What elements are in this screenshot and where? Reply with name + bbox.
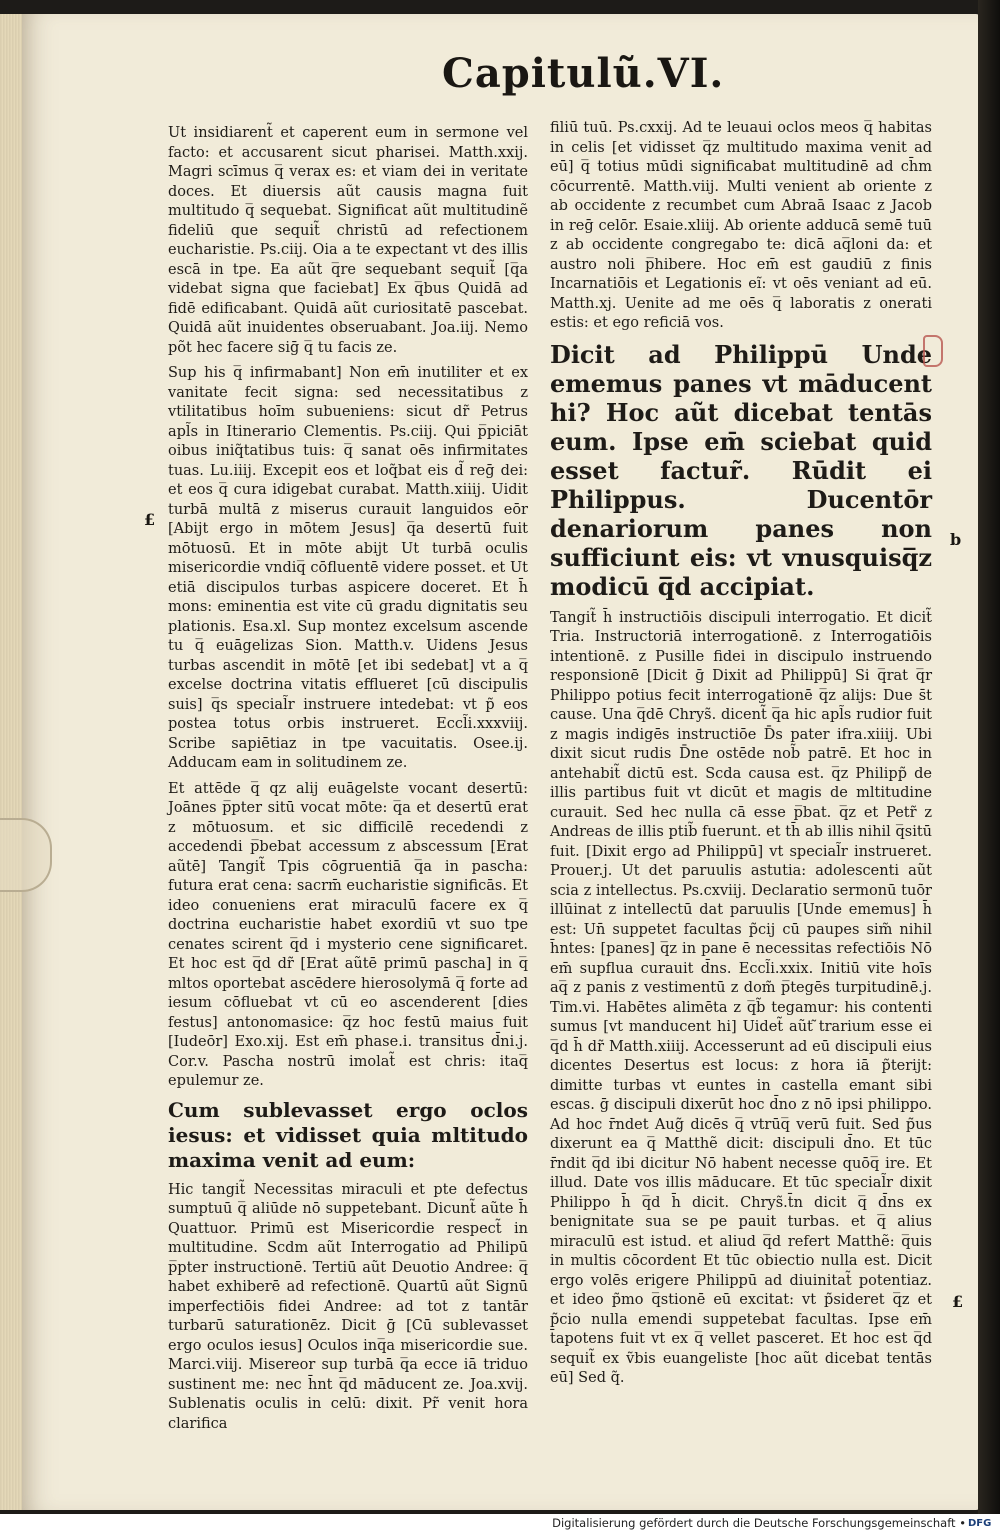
page-edges: [0, 14, 22, 1510]
red-ink-mark: [923, 335, 943, 367]
right-lemma: Dicit ad Philippū Unde ememus panes vt māducent hi? Hoc aũt dicebat tentās eum. Ipse em̄ sciebat quid esset factur̃. Rūdit ei Philippus. Ducentōr denariorum panes non sufficiunt eis: vt vnusquisq̅z modicū q̅d accipiat.: [550, 339, 932, 601]
marginal-note-right: b: [950, 530, 962, 549]
left-paragraph-4: Hic tangit̃ Necessitas miraculi et pte defectus sumptuū q̅ aliūde nō suppetebant. Dicunt̃ aũte h̄ Quattuor. Primū est Misericordie respect̃ in multitudine. Scdm aũt Interrogatio ad Philipū p̅pter instructionē. Tertiū aũt Deuotio Andree: q̅ habet exhiberē ad refectionē. Quartū aũt Signū imperfectiōis fidei Andree: ad tot z tantār turbarū saturationēz. Dicit ḡ [Cū sublevasset ergo oculos iesus] Oculos inq̅a misericordie sue. Marci.viij. Misereor sup turbā q̅a ecce iā triduo sustinent me: nec h̄nt q̅d māducent ze. Joa.xvij. Sublenatis oculis in celū: dixit. Pr̃ venit hora clarifica: [168, 1181, 528, 1432]
right-paragraph-2: Tangit̃ h̄ instructiōis discipuli interrogatio. Et dicit̃ Tria. Instructoriā interrogationē. z Interrogatiōis intentionē. z Pusille fidei in discipulo instruendo responsionē [Dicit ḡ Dixit ad Philippū] Si q̅rat q̅r Philippo potius fecit interrogationē q̅z alijs: Due s̄t cause. Una q̅dē Chrys̃. dicent̃ q̅a hic apl̃s rudior fuit z magis indigēs instructiōe D̄s pater ifra.xiiij. Ubi dixit sicut rudis D̄ne ostēde nob̃ patrē. Et hoc in antehabit̃ dictū est. Scda causa est. q̅z Philipp̃ de illis partibus fuit vt dicūt et magis de mltitudine curauit. Sed hec nulla cā esse p̅bat. q̅z et Petr̃ z Andreas de illis ptib̃ fuerunt. et th̄ ab illis nihil q̅sitū fuit. [Dixit ergo ad Philippū] vt special̃r instrueret. Prouer.j. Ut det paruulis astutia: adolescenti aũt scia z intellectus. Ps.cxviij. Declaratio sermonū tuōr illūinat z intellectū dat paruulis [Unde ememus] h̄ est: Un̄ suppetet facultas p̃cij cū paupes sim̃ nihil h̄ntes: [panes] q̅z in pane ē necessitas refectiōis Nō em̄ supflua curauit d̄ns. Eccl̃i.xxix. Initiū vite hoīs aq̅ z panis z vestimentū z dom̃ p̅tegēs turpitudinē.j. Tim.vi. Habētes alimēta z q̅b̃ tegamur: his contenti sumus [vt manducent hi] Uidet̃ aũt ̃trarium esse ei q̅d h̄ dr̃ Matth.xiiij. Accesserunt ad eū discipuli eius dicentes Desertus est locus: z hora iā p̃terijt: dimitte turbas vt euntes in castella emant sibi escas. ḡ discipuli dixerūt hoc d̄no z nō ipsi philippo. Ad hoc r̄ndet Aug̃ dicēs q̅ vtrūq̅ verū fuit. Sed p̃us dixerunt ea q̅ Matthẽ dicit: discipuli d̄no. Et tūc r̄ndit q̅d ibi dicitur Nō habent necesse quōq̅ ire. Et illud. Date vos illis māducare. Et tūc special̃r dixit Philippo h̄ q̅d h̄ dicit. Chrys̃.t̄n dicit q̅ d̄ns ex benignitate sua se pe pauit turbas. et q̅ alius miraculū est istud. et aliud q̅d refert Matthẽ: q̅uis in multis cōcordent Et tūc obiectio nulla est. Dicit ergo volēs erigere Philippū ad diuinitat̃ potentiaz. et ideo p̃mo q̅stionē eū excitat: vt p̃sideret q̅z et p̃cio nulla emendi suppetebat facultas. Ipse em̄ t̄apotens fuit vt ex q̅ vellet pasceret. Et hoc est q̅d sequit̃ ex ṽbis euangeliste [hoc aũt dicebat tentās eū] Sed q̃.: [550, 609, 932, 1386]
left-paragraph-2: Sup his q̅ infirmabant] Non em̄ inutiliter et ex vanitate fecit signa: sed necessitatibus z vtilitatibus hoīm subueniens: sicut dr̃ Petrus apl̃s in Itinerario Clementis. Ps.ciij. Qui p̅piciāt oibus iniq̃tatibus tuis: q̅ sanat oēs infirmitates tuas. Lu.iiij. Excepit eos et loq̃bat eis d̃ reḡ dei: et eos q̅ cura idigebat curabat. Matth.xiiij. Uidit turbā multā z miserus curauit languidos eōr [Abijt ergo in mōtem Jesus] q̅a desertū fuit mōtuosū. Et in mōte abijt Ut turbā oculis misericordie vndiq̅ cōfluentē videre posset. et Ut etiā discipulos turbas aspicere doceret. Et h̄ mons: eminentia est vite cū gradu dignitatis seu plationis. Esa.xl. Sup montez excelsum ascende tu q̅ euāgelizas Sion. Matth.v. Uidens Jesus turbas ascendit in mōtē [et ibi sedebat] vt a q̅ excelse doctrina vitatis efflueret [cū discipulis suis] q̅s special̃r instruere intedebat: vt p̃ eos postea totus orbis instrueret. Eccl̃i.xxxviij. Scribe sapiētiaz in tpe vacuitatis. Osee.ij. Adducam eam in solitudinem ze.: [168, 365, 528, 771]
left-lemma: Cum sublevasset ergo oclos iesus: et vidisset quia mltitudo maxima venit ad eum:: [168, 1097, 528, 1172]
left-paragraph-1: Ut insidiarent̃ et caperent eum in sermone vel facto: et accusarent sicut pharisei. Matth.xxij. Magri scīmus q̅ verax es: et viam dei in veritate doces. Et diuersis aũt causis magna fuit multitudo q̅ sequebat. Significat aũt multitudinẽ fideliū que sequit̃ christū ad refectionem eucharistie. Ps.ciij. Oia a te expectant vt des illis escā in tpe. Ea aũt q̅re sequebant sequit̃ [q̅a videbat signa que faciebat] Ex q̅bus Quidā ad fidē edificabant. Quidā aũt curiositatē pascebat. Quidā aũt inuidentes obseruabant. Joa.iij. Nemo põt hec facere siḡ q̅ tu facis ze.: [168, 125, 528, 356]
left-paragraph-3: Et attēde q̅ qz alij euāgelste vocant desertū: Joānes p̅pter sitū vocat mōte: q̅a et desertū erat z mōtuosum. et sic difficilē recedendi z accedendi p̅bebat accessum z abscessum [Erat aũtē] Tangit̃ Tpis cōgruentiā q̅a in pascha: futura erat cena: sacrm̄ eucharistie significās. Et ideo conueniens erat miraculū facere ex q̅ doctrina eucharistie habet exordiū vt suo tpe cenates scirent q̅d i mysterio cene significaret. Et hoc est q̅d dr̃ [Erat aũtē primū pascha] in q̅ mltos oportebat ascēdere hierosolymā q̅ forte ad iesum cōfluebat vt cū eo ascenderent [dies festus] antonomasice: q̅z hoc festū maius fuit [Iudeōr] Exo.xij. Est em̄ phase.i. transitus d̄ni.j. Cor.v. Pascha nostrū imolat̃ est chris: itaq̅ epulemur ze.: [168, 780, 528, 1089]
left-column: [168, 124, 528, 1440]
page-tab-marker: [0, 818, 52, 892]
footer-credit: Digitalisierung gefördert durch die Deutsche Forschungsgemeinschaft •: [552, 1516, 966, 1530]
chapter-heading: Capitulũ.VI.: [442, 50, 725, 97]
right-column: [550, 119, 932, 1395]
marginal-note-left: £: [144, 510, 156, 529]
marginal-note-right-bottom: £: [952, 1292, 964, 1311]
footer-bar: [0, 1514, 1000, 1534]
right-paragraph-1: filiū tuū. Ps.cxxij. Ad te leuaui oclos meos q̅ habitas in celis [et vidisset q̅z multitudo maxima venit ad eū] q̅ totius mūdi significabat multitudinē ad ch̄m cōcurrentē. Matth.viij. Multi venient ab oriente z ab occidente z recumbet cum Abraā Isaac z Jacob in reḡ celōr. Esaie.xliij. Ab oriente adducā semē tuū z ab occidente congregabo te: dicā aq̅loni da: et austro noli p̅hibere. Hoc em̄ est gaudiū z finis Incarnatiōis et Legationis eĩ: vt oēs veniant ad eū. Matth.xj. Uenite ad me oēs q̅ laboratis z onerati estis: et ego reficiā vos.: [550, 120, 932, 331]
dfg-logo: DFG: [968, 1518, 992, 1529]
binding-edge: [978, 0, 1000, 1534]
